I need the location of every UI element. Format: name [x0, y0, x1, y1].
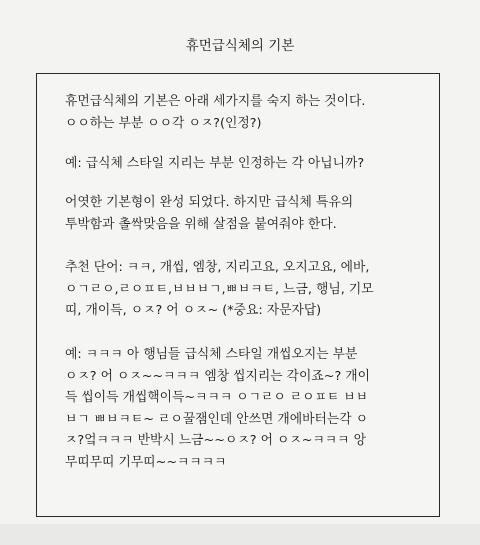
example-paragraph-2: [65, 344, 425, 473]
text-line: ㅈ?엌ㅋㅋㅋ 반박시 느금~~ㅇㅈ? 어 ㅇㅈ~ㅋㅋㅋ 앙: [65, 433, 366, 448]
text-line: 투박함과 촐싹맞음을 위해 살점을 붙여줘야 한다.: [65, 216, 337, 232]
intro-paragraph: [65, 91, 425, 134]
text-line: 띠, 개이득, ㅇㅈ? 어 ㅇㅈ~ (*중요: 자문자답): [65, 303, 322, 318]
text-line: 예: 급식체 스타일 지리는 부분 인정하는 각 아닙니까?: [65, 156, 365, 171]
body-paragraph: [65, 192, 425, 235]
document-title: 휴먼급식체의 기본: [185, 38, 295, 54]
text-line: ㅇㅈ? 어 ㅇㅈ~~ㅋㅋㅋ 엠창 씹지리는 각이죠~? 개이: [65, 368, 371, 384]
text-line: 무띠무띠 기무띠~~ㅋㅋㅋㅋ: [65, 454, 227, 470]
text-line: 득 씹이득 개씹핵이득~ㅋㅋㅋ ㅇㄱㄹㅇ ㄹㅇㅍㅌ ㅂㅂ: [65, 390, 369, 405]
text-line: 예: ㅋㅋㅋ 아 행님들 급식체 스타일 개씹오지는 부분: [65, 347, 358, 362]
text-line: ㅇㅇ하는 부분 ㅇㅇ각 ㅇㅈ?(인정?): [65, 115, 262, 131]
text-line: ㅂㄱ ㅃㅂㅋㅌ~ ㄹㅇ꿀잼인데 안쓰면 개에바터는각 ㅇ: [65, 411, 369, 427]
page-bottom-edge: [0, 524, 480, 545]
recommended-words-paragraph: [65, 257, 425, 322]
text-line: ㅇㄱㄹㅇ,ㄹㅇㅍㅌ,ㅂㅂㅂㄱ,ㅃㅂㅋㅌ, 느금, 행님, 기모: [65, 281, 374, 297]
text-line: 어엿한 기본형이 완성 되었다. 하지만 급식체 특유의: [65, 195, 354, 210]
text-line: 휴먼급식체의 기본은 아래 세가지를 숙지 하는 것이다.: [65, 94, 366, 109]
bleed-through-text: [0, 0, 480, 26]
text-line: 추천 단어: ㅋㅋ, 개씹, 엠창, 지리고요, 오지고요, 에바,: [65, 260, 370, 275]
content-box: [36, 73, 440, 517]
example-paragraph-1: [65, 153, 425, 175]
